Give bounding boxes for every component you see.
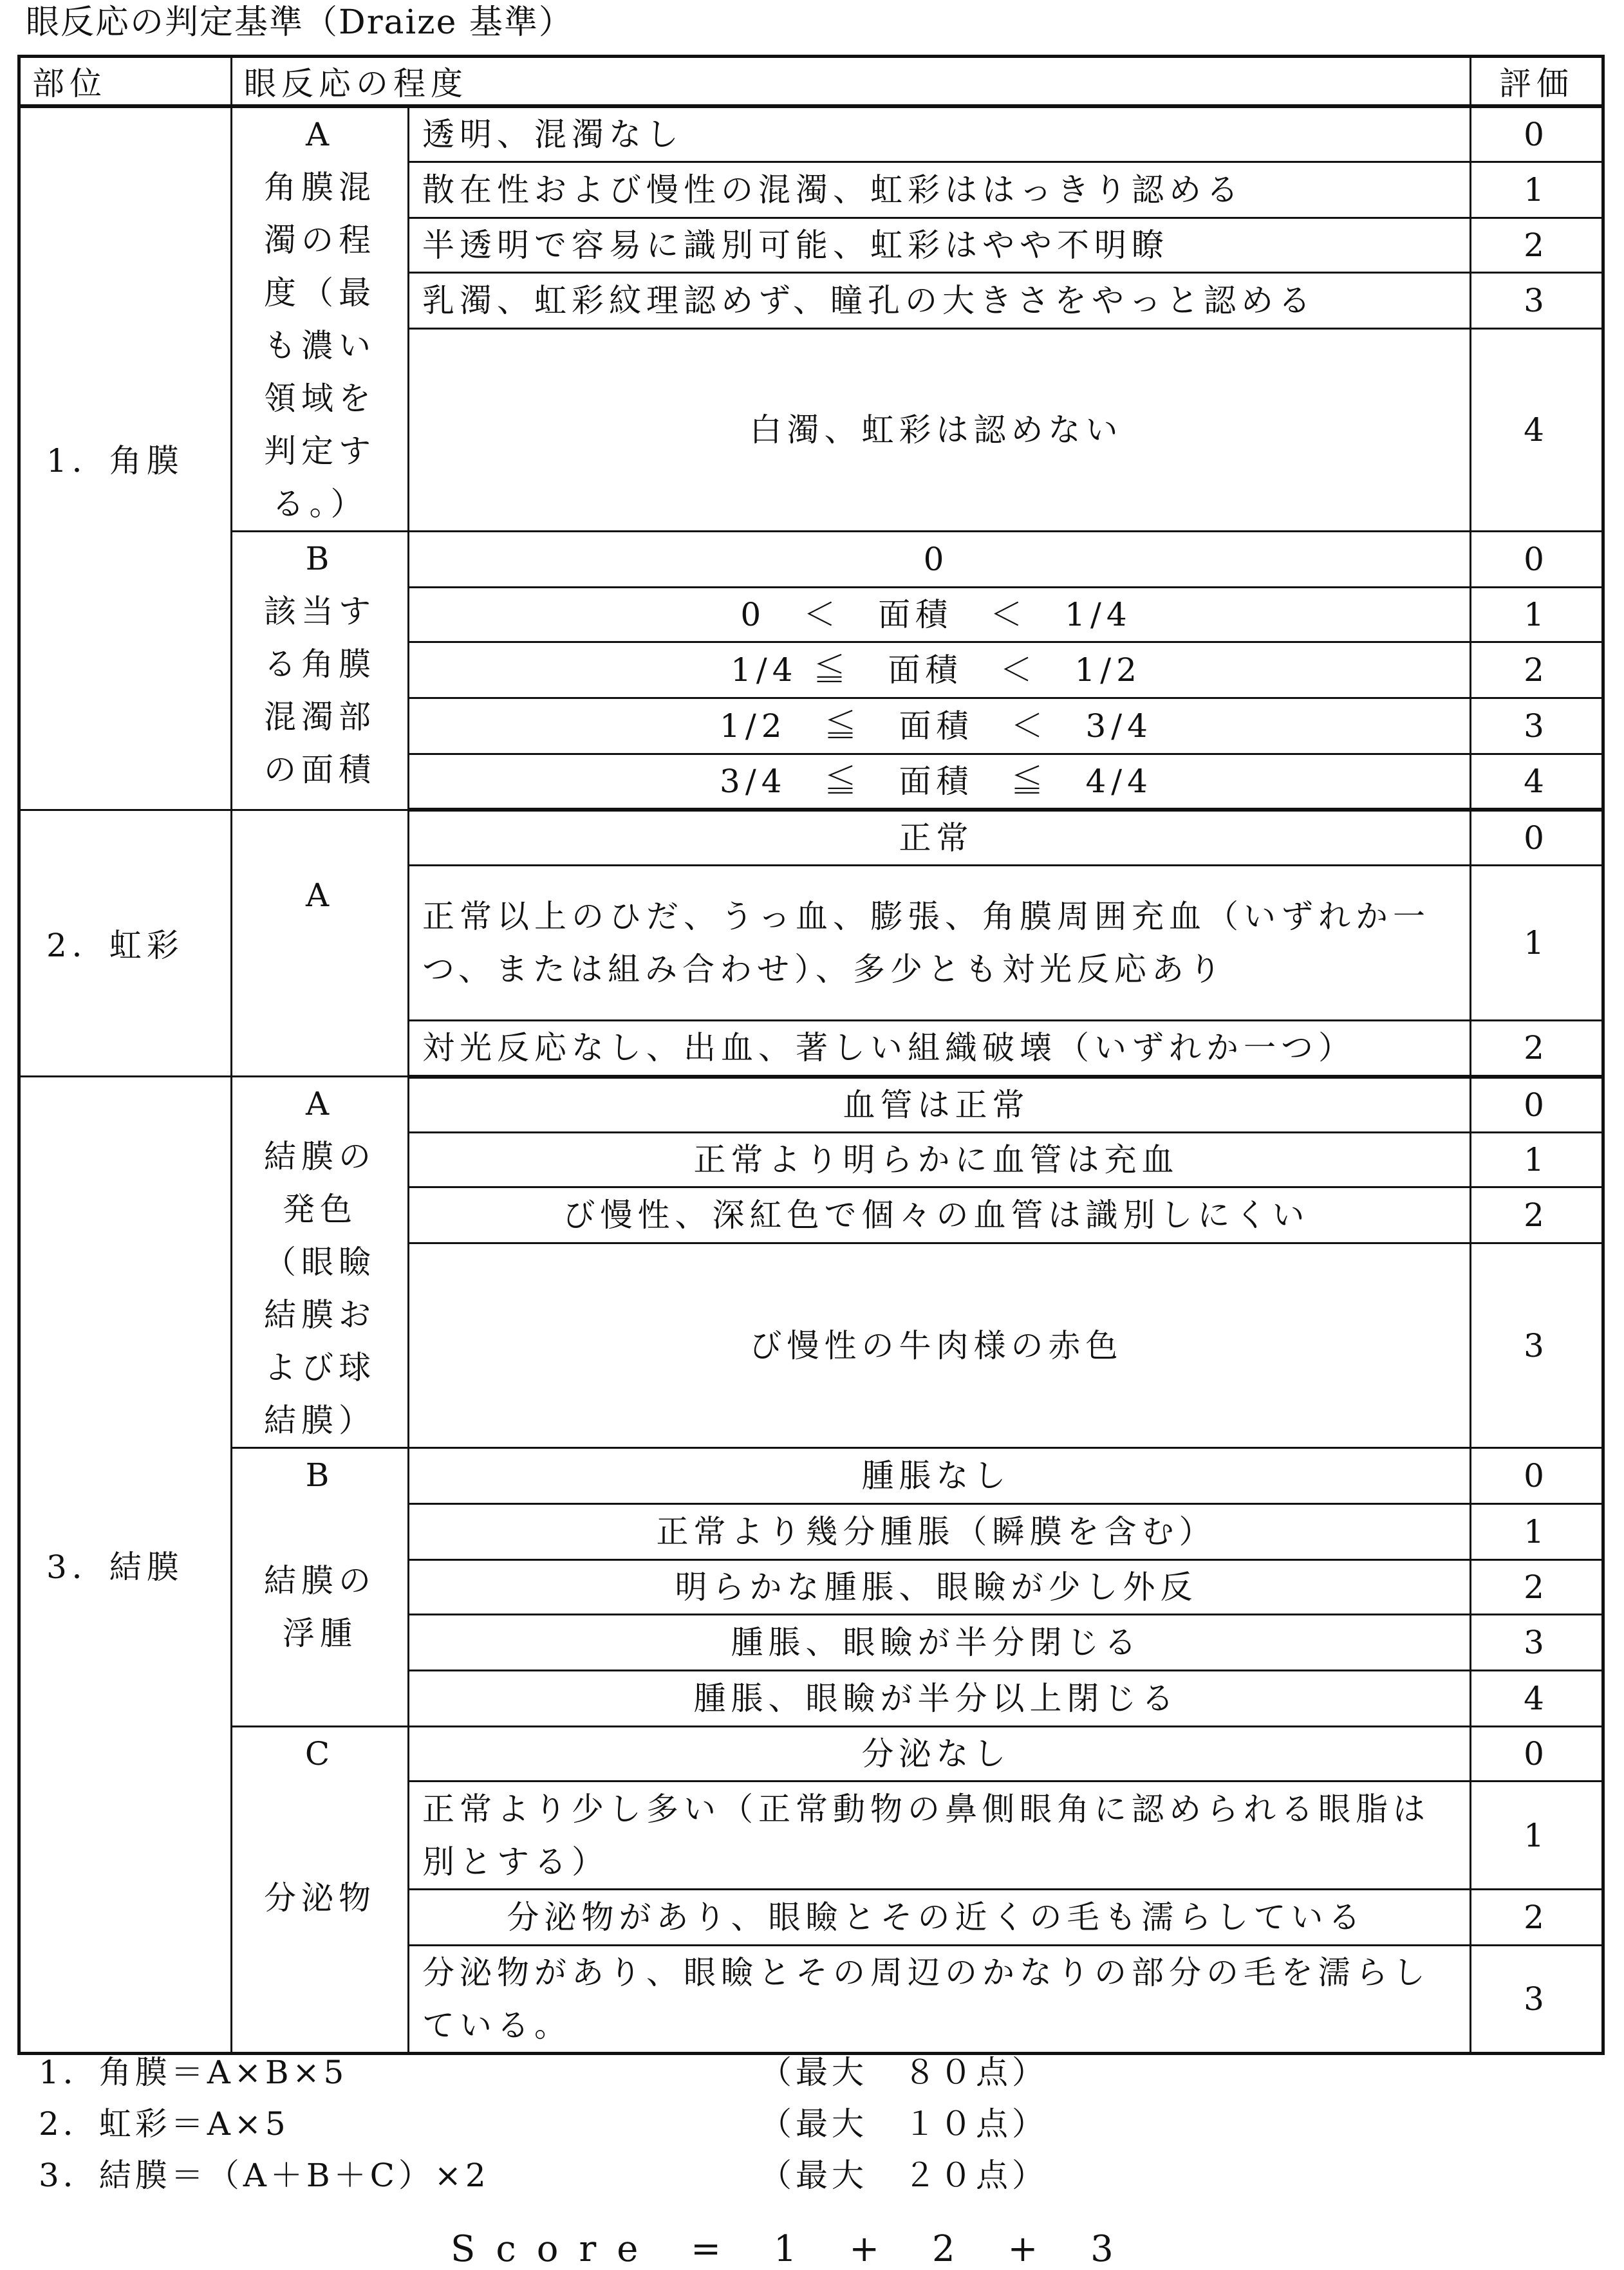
criterion-text: 分泌物があり、眼瞼とその近くの毛も濡らしている [409,1890,1471,1946]
score-value: 2 [1471,218,1603,272]
criterion-text: び慢性の牛肉様の赤色 [409,1243,1471,1448]
criterion-text: 腫脹なし [409,1448,1471,1504]
score-value: 3 [1471,698,1603,754]
score-value: 0 [1471,1077,1603,1133]
score-value: 1 [1471,866,1603,1021]
criterion-text: 0 ＜ 面積 ＜ 1/4 [409,588,1471,642]
table-row [19,532,1603,588]
criterion-text: 乳濁、虹彩紋理認めず、瞳孔の大きさをやっと認める [409,272,1471,328]
formula-conjunctiva [39,2150,1583,2201]
score-value: 3 [1471,272,1603,328]
table-row [19,810,1603,866]
criterion-text: 正常 [409,810,1471,866]
score-value: 0 [1471,532,1603,588]
formula-max: （最大 ２０点） [760,2157,1048,2194]
score-value: 0 [1471,106,1603,162]
score-value: 0 [1471,1448,1603,1504]
score-value: 2 [1471,1560,1603,1615]
criterion-text: 明らかな腫脹、眼瞼が少し外反 [409,1560,1471,1615]
region-cornea: 1．角膜 [19,106,232,810]
formula-max: （最大 ８０点） [760,2054,1048,2091]
formula-max: （最大 １０点） [760,2105,1048,2143]
criterion-text: 血管は正常 [409,1077,1471,1133]
score-value: 1 [1471,588,1603,642]
header-score: 評価 [1471,57,1603,107]
criterion-text: 正常より明らかに血管は充血 [409,1133,1471,1187]
formula-expression: 2．虹彩＝A×5 [39,2105,290,2143]
criterion-text: 0 [409,532,1471,588]
table-row [19,1077,1603,1133]
score-value: 0 [1471,1727,1603,1782]
header-row [19,57,1603,107]
criterion-text: び慢性、深紅色で個々の血管は識別しにくい [409,1187,1471,1243]
score-value: 3 [1471,1615,1603,1671]
criterion-text: 1/4 ≦ 面積 ＜ 1/2 [409,642,1471,698]
table-row [19,1727,1603,1782]
formula-expression: 1．角膜＝A×B×5 [39,2054,348,2091]
criterion-text: 半透明で容易に識別可能、虹彩はやや不明瞭 [409,218,1471,272]
score-value: 4 [1471,329,1603,532]
header-degree: 眼反応の程度 [232,57,1471,107]
criterion-text: 白濁、虹彩は認めない [409,329,1471,532]
table-row [19,1448,1603,1504]
score-value: 1 [1471,1504,1603,1560]
draize-criteria-table [17,55,1605,2055]
criterion-text: 腫脹、眼瞼が半分閉じる [409,1615,1471,1671]
header-region: 部位 [19,57,232,107]
cornea-b-label: B 該当す る角膜 混濁部 の面積 [232,532,409,810]
criterion-text: 腫脹、眼瞼が半分以上閉じる [409,1671,1471,1727]
criterion-text: 分泌なし [409,1727,1471,1782]
score-value: 4 [1471,754,1603,810]
iris-a-label: A [232,810,409,1077]
criterion-text: 散在性および慢性の混濁、虹彩ははっきり認める [409,162,1471,218]
score-value: 0 [1471,810,1603,866]
conjunctiva-c-label: C 分泌物 [232,1727,409,2054]
criterion-text: 分泌物があり、眼瞼とその周辺のかなりの部分の毛を濡らしている。 [409,1946,1471,2054]
conjunctiva-a-label: A 結膜の 発色 （眼瞼 結膜お よび球 結膜） [232,1077,409,1448]
formula-iris [39,2098,1583,2150]
criterion-text: 3/4 ≦ 面積 ≦ 4/4 [409,754,1471,810]
formula-cornea [39,2047,1583,2098]
score-value: 3 [1471,1946,1603,2054]
criterion-text: 1/2 ≦ 面積 ＜ 3/4 [409,698,1471,754]
criterion-text: 正常以上のひだ、うっ血、膨張、角膜周囲充血（いずれか一つ、または組み合わせ）、多少とも対光反応あり [409,866,1471,1021]
conjunctiva-b-label: B 結膜の 浮腫 [232,1448,409,1727]
region-iris: 2．虹彩 [19,810,232,1077]
table-row [19,106,1603,162]
region-conjunctiva: 3．結膜 [19,1077,232,2054]
score-value: 3 [1471,1243,1603,1448]
criterion-text: 対光反応なし、出血、著しい組織破壊（いずれか一つ） [409,1021,1471,1077]
document-title: 眼反応の判定基準（Draize 基準） [26,3,574,42]
cornea-a-label: A 角膜混 濁の程 度（最 も濃い 領域を 判定す る。） [232,106,409,532]
score-value: 2 [1471,642,1603,698]
total-score-formula: Score = 1 + 2 + 3 [451,2228,1134,2270]
criterion-text: 正常より幾分腫脹（瞬膜を含む） [409,1504,1471,1560]
criterion-text: 正常より少し多い（正常動物の鼻側眼角に認められる眼脂は別とする） [409,1782,1471,1890]
score-value: 2 [1471,1187,1603,1243]
score-value: 2 [1471,1021,1603,1077]
formula-expression: 3．結膜＝（A＋B＋C）×2 [39,2157,490,2194]
score-value: 4 [1471,1671,1603,1727]
criterion-text: 透明、混濁なし [409,106,1471,162]
score-formulas [39,2047,1583,2201]
score-value: 1 [1471,1133,1603,1187]
score-value: 1 [1471,1782,1603,1890]
score-value: 2 [1471,1890,1603,1946]
score-value: 1 [1471,162,1603,218]
